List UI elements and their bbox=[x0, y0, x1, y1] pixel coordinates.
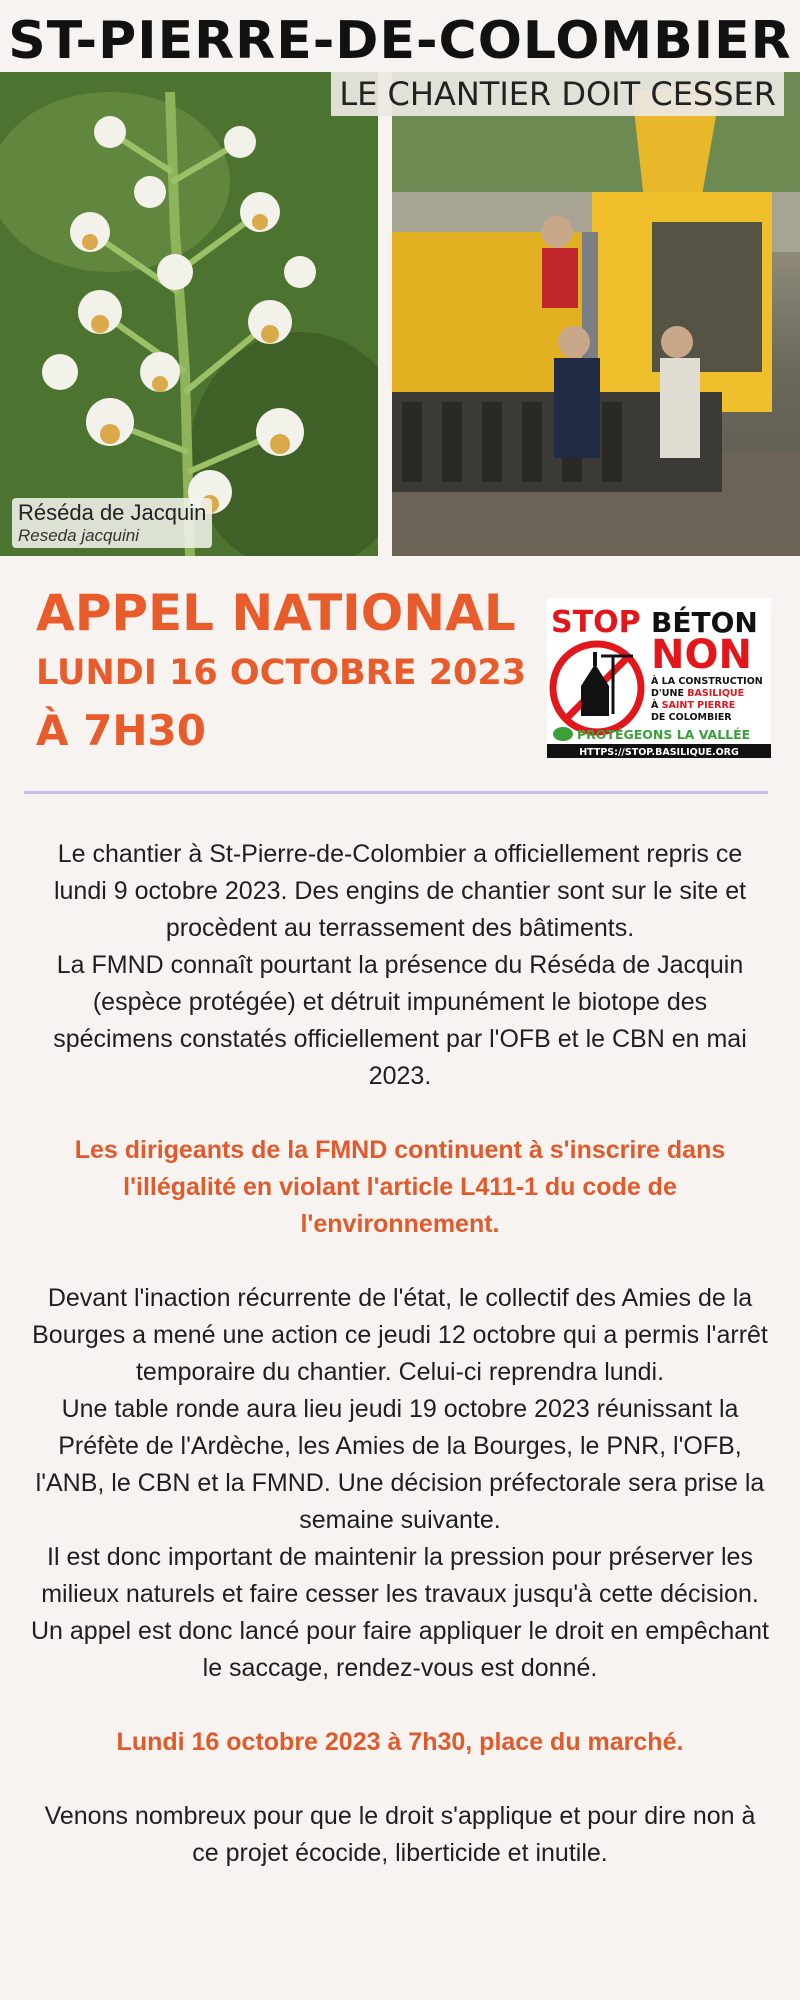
paragraph-fmnd: La FMND connaît pourtant la présence du Réséda de Jacquin (espèce protégée) et détruit impunément le biotope des spécimens constatés officiellement par l'OFB et le CBN en mai 2023. bbox=[53, 951, 747, 1090]
paragraph-conclusion: Venons nombreux pour que le droit s'applique et pour dire non à ce projet écocide, liberticide et inutile. bbox=[44, 1802, 756, 1867]
section-divider bbox=[24, 791, 768, 794]
appel-title: APPEL NATIONAL bbox=[36, 584, 516, 642]
paragraph-appel: Un appel est donc lancé pour faire appliquer le droit en empêchant le saccage, rendez-vous est donné. bbox=[31, 1617, 769, 1682]
paragraph-rendez-vous: Lundi 16 octobre 2023 à 7h30, place du marché. bbox=[116, 1728, 684, 1756]
frog-icon bbox=[553, 727, 573, 741]
logo-non-text: NON bbox=[651, 632, 752, 678]
appel-time: À 7H30 bbox=[36, 706, 206, 755]
logo-line-a: À LA CONSTRUCTION bbox=[651, 676, 763, 687]
page-title: ST-PIERRE-DE-COLOMBIER bbox=[8, 11, 792, 71]
logo-slogan: PROTÉGEONS LA VALLÉE bbox=[577, 727, 751, 742]
construction-photo bbox=[392, 72, 800, 556]
logo-stop-text: STOP bbox=[551, 605, 641, 640]
church-icon bbox=[581, 686, 609, 716]
svg-text:À SAINT PIERRE: À SAINT PIERRE bbox=[651, 700, 736, 711]
paragraph-illegalite: Les dirigeants de la FMND continuent à s'inscrire dans l'illégalité en violant l'article L411-1 du code de l'environnement. bbox=[74, 1136, 726, 1238]
paragraph-action: Devant l'inaction récurrente de l'état, le collectif des Amies de la Bourges a mené une action ce jeudi 12 octobre qui a permis l'arrêt temporaire du chantier. Celui-ci reprendra lundi. bbox=[32, 1284, 768, 1386]
appel-date: LUNDI 16 OCTOBRE 2023 bbox=[36, 653, 527, 693]
reseda-flower-illustration bbox=[0, 72, 378, 556]
logo-line-d: DE COLOMBIER bbox=[651, 712, 732, 723]
plant-photo bbox=[0, 72, 378, 556]
paragraph-table-ronde: Une table ronde aura lieu jeudi 19 octobre 2023 réunissant la Préfète de l'Ardèche, les Amies de la Bourges, le PNR, l'OFB, l'ANB, le CBN et la FMND. Une décision préfectorale sera prise la semaine suivante. bbox=[35, 1395, 765, 1534]
svg-text:D'UNE BASILIQUE: D'UNE BASILIQUE bbox=[651, 688, 745, 699]
plant-caption bbox=[12, 498, 212, 548]
appel-heading bbox=[36, 580, 526, 762]
stop-beton-logo-graphic bbox=[547, 598, 771, 758]
subtitle-banner: LE CHANTIER DOIT CESSER bbox=[331, 72, 784, 116]
stop-beton-logo bbox=[547, 598, 771, 758]
logo-beton-text: BÉTON bbox=[651, 606, 758, 639]
paragraph-chantier: Le chantier à St-Pierre-de-Colombier a officiellement repris ce lundi 9 octobre 2023. Des engins de chantier sont sur le site et procèdent au terrassement des bâtiments. bbox=[53, 840, 747, 942]
plant-latin-name: Reseda jacquini bbox=[18, 526, 139, 545]
paragraph-pression: Il est donc important de maintenir la pression pour préserver les milieux naturels et faire cesser les travaux jusqu'à cette décision. bbox=[41, 1543, 759, 1608]
article-body bbox=[30, 836, 770, 1872]
logo-url: HTTPS://STOP.BASILIQUE.ORG bbox=[579, 747, 739, 758]
plant-common-name: Réséda de Jacquin bbox=[18, 500, 207, 525]
excavator-scene-illustration bbox=[392, 72, 800, 556]
